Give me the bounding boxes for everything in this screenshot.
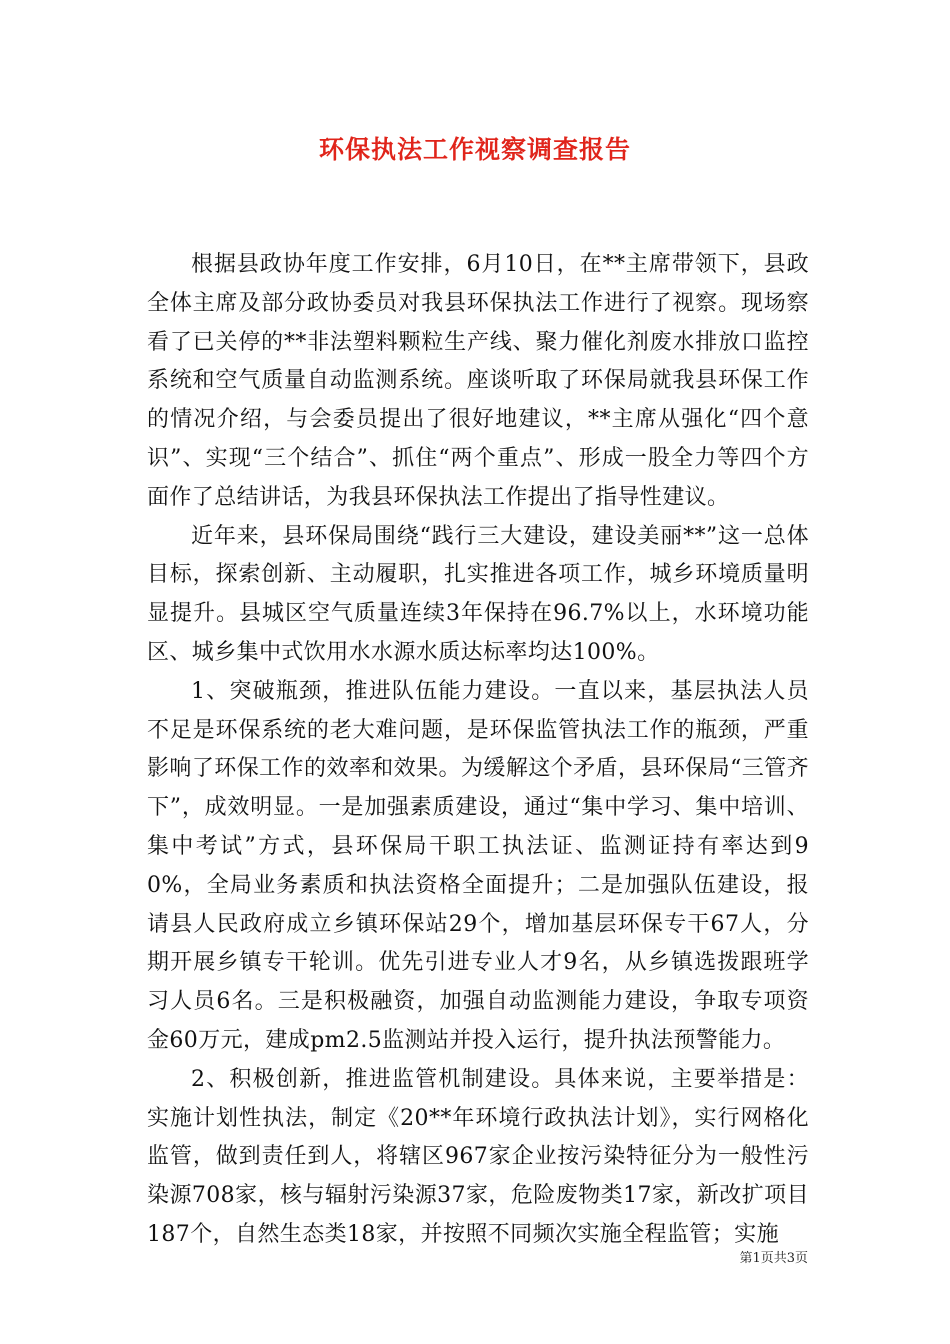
document-title: 环保执法工作视察调查报告 xyxy=(318,135,631,164)
page-number-footer: 第1页共3页 xyxy=(739,1251,808,1266)
paragraph-intro: 根据县政协年度工作安排，6月10日，在**主席带领下，县政全体主席及部分政协委员对我县环保执法工作进行了视察。现场察看了已关停的**非法塑料颗粒生产线、聚力催化剂废水排放口监控系统和空气质量自动监测系统。座谈听取了环保局就我县环保工作的情况介绍，与会委员提出了很好地建议，**主席从强化“四个意识”、实现“三个结合”、抓住“两个重点”、形成一股全力等四个方面作了总结讲话，为我县环保执法工作提出了指导性建议。 xyxy=(147,252,809,510)
paragraph-recent-years: 近年来，县环保局围绕“践行三大建设，建设美丽**”这一总体目标，探索创新、主动履职，扎实推进各项工作，城乡环境质量明显提升。县城区空气质量连续3年保持在96.7%以上，水环境功能区、城乡集中式饮用水水源水质达标率均达100%。 xyxy=(147,523,809,665)
paragraph-section-2: 2、积极创新，推进监管机制建设。具体来说，主要举措是：实施计划性执法，制定《20**年环境行政执法计划》，实行网格化监管，做到责任到人，将辖区967家企业按污染特征分为一般性污染源708家，核与辐射污染源37家，危险废物类17家，新改扩项目187个，自然生态类18家，并按照不同频次实施全程监管；实施 xyxy=(147,1066,809,1247)
paragraph-section-1: 1、突破瓶颈，推进队伍能力建设。一直以来，基层执法人员不足是环保系统的老大难问题，是环保监管执法工作的瓶颈，严重影响了环保工作的效率和效果。为缓解这个矛盾，县环保局“三管齐下”，成效明显。一是加强素质建设，通过“集中学习、集中培训、集中考试”方式，县环保局干职工执法证、监测证持有率达到90%，全局业务素质和执法资格全面提升；二是加强队伍建设，报请县人民政府成立乡镇环保站29个，增加基层环保专干67人，分期开展乡镇专干轮训。优先引进专业人才9名，从乡镇选拨跟班学习人员6名。三是积极融资，加强自动监测能力建设，争取专项资金60万元，建成pm2.5监测站并投入运行，提升执法预警能力。 xyxy=(147,678,809,1053)
document-body xyxy=(147,246,809,1255)
